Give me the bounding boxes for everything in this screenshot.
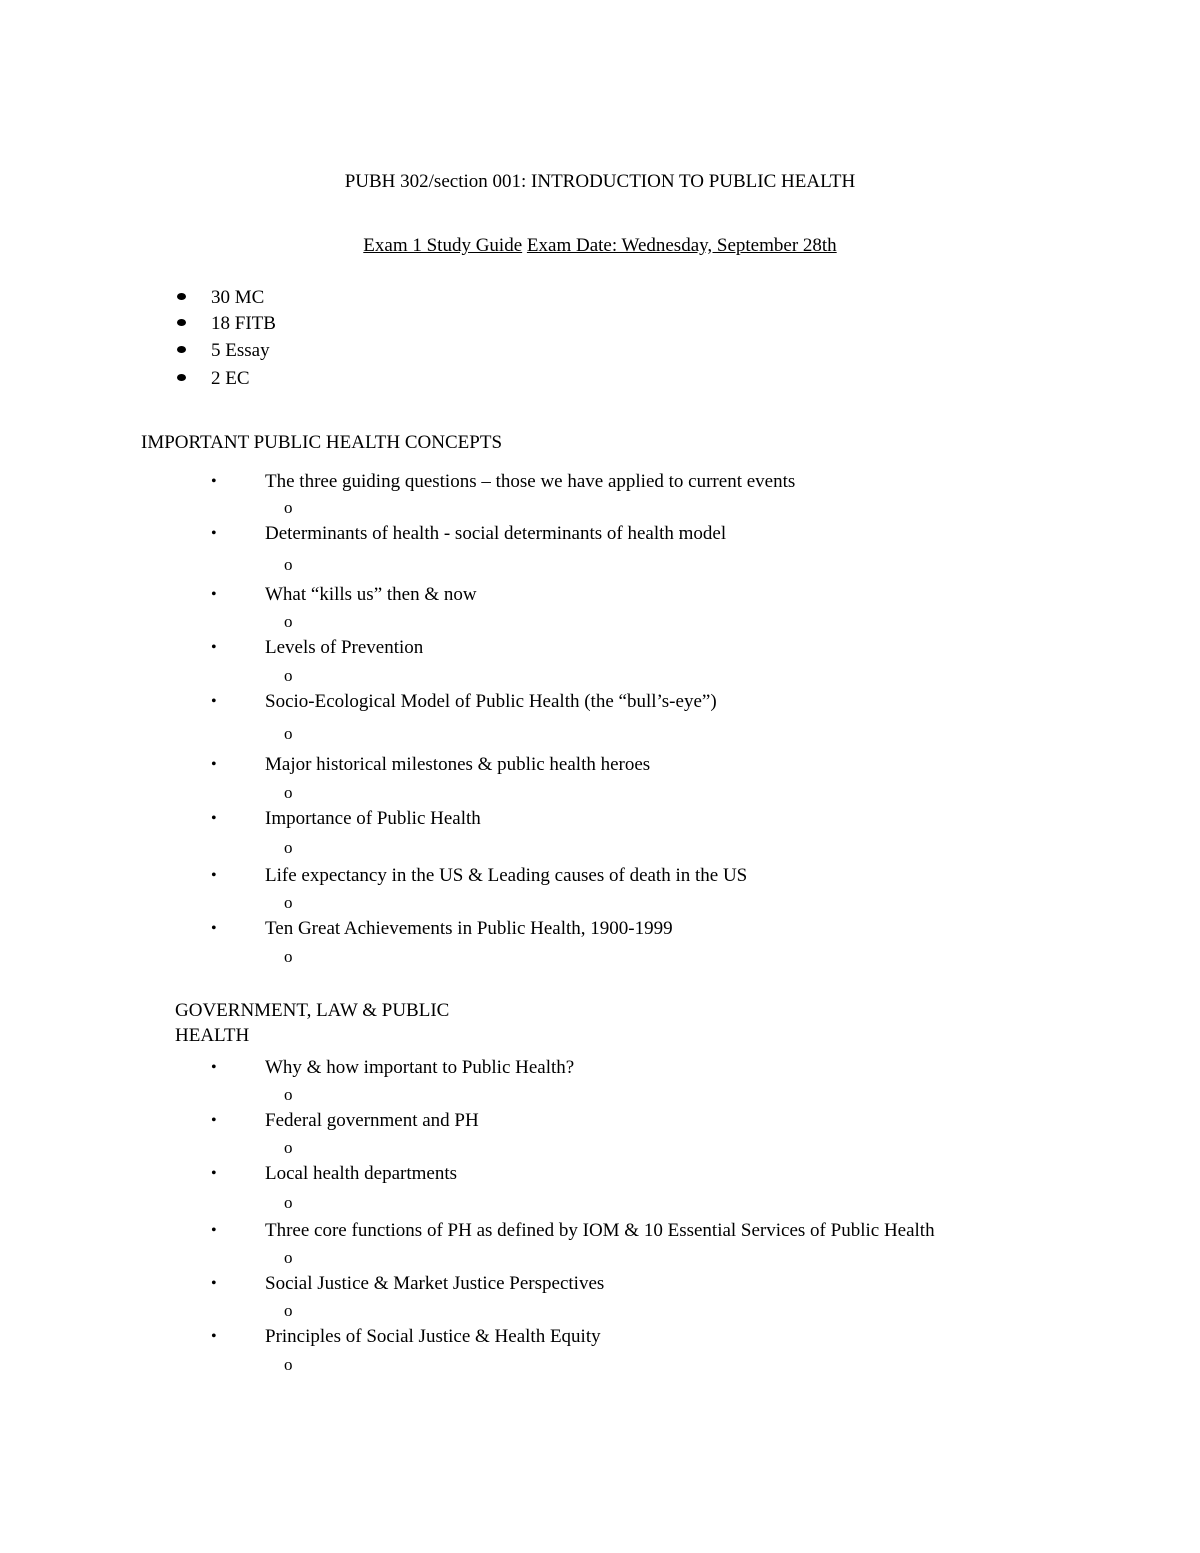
sub-item-marker: o — [284, 1248, 293, 1267]
list-item: Three core functions of PH as defined by IOM & 10 Essential Services of Public Health — [265, 1220, 935, 1241]
sub-item-marker: o — [284, 947, 293, 966]
bullet-icon: • — [211, 1059, 217, 1076]
bullet-icon — [177, 346, 186, 353]
sub-item-marker: o — [284, 1193, 293, 1212]
list-item: 2 EC — [211, 368, 250, 389]
sub-item-marker: o — [284, 838, 293, 857]
bullet-icon: • — [211, 1328, 217, 1345]
list-item: Ten Great Achievements in Public Health, 1900-1999 — [265, 918, 673, 939]
bullet-icon: • — [211, 693, 217, 710]
sub-item-marker: o — [284, 666, 293, 685]
list-item: Levels of Prevention — [265, 637, 424, 658]
bullet-icon — [177, 374, 186, 381]
document-title: PUBH 302/section 001: INTRODUCTION TO PUBLIC HEALTH — [344, 171, 856, 192]
list-item: What “kills us” then & now — [265, 584, 477, 605]
sub-item-marker: o — [284, 724, 293, 743]
list-item: Federal government and PH — [265, 1110, 479, 1131]
document-subtitle — [0, 236, 1200, 255]
section-heading: IMPORTANT PUBLIC HEALTH CONCEPTS — [141, 432, 503, 453]
bullet-icon: • — [211, 586, 217, 603]
sub-item-marker: o — [284, 1085, 293, 1104]
bullet-icon: • — [211, 473, 217, 490]
section-heading: GOVERNMENT, LAW & PUBLIC — [175, 1000, 450, 1021]
sub-item-marker: o — [284, 498, 293, 517]
bullet-icon: • — [211, 756, 217, 773]
list-item: Life expectancy in the US & Leading causes of death in the US — [265, 865, 748, 886]
list-item: Why & how important to Public Health? — [265, 1057, 575, 1078]
list-item: Local health departments — [265, 1163, 458, 1184]
list-item: 18 FITB — [211, 313, 276, 334]
bullet-icon: • — [211, 867, 217, 884]
list-item: Principles of Social Justice & Health Equity — [265, 1326, 601, 1347]
bullet-icon: • — [211, 1222, 217, 1239]
sub-item-marker: o — [284, 1355, 293, 1374]
study-guide-label: Exam 1 Study Guide — [363, 235, 523, 256]
list-item: Importance of Public Health — [265, 808, 481, 829]
sub-item-marker: o — [284, 555, 293, 574]
list-item: Major historical milestones & public health heroes — [265, 754, 651, 775]
bullet-icon — [177, 293, 186, 300]
sub-item-marker: o — [284, 612, 293, 631]
bullet-icon: • — [211, 639, 217, 656]
sub-item-marker: o — [284, 783, 293, 802]
bullet-icon: • — [211, 525, 217, 542]
bullet-icon: • — [211, 810, 217, 827]
exam-date-label: Exam Date: Wednesday, September 28th — [526, 235, 837, 256]
list-item: The three guiding questions – those we have applied to current events — [265, 471, 796, 492]
list-item: 30 MC — [211, 287, 265, 308]
list-item: Social Justice & Market Justice Perspectives — [265, 1273, 605, 1294]
sub-item-marker: o — [284, 893, 293, 912]
bullet-icon: • — [211, 920, 217, 937]
bullet-icon: • — [211, 1165, 217, 1182]
list-item: Socio-Ecological Model of Public Health (the “bull’s-eye”) — [265, 691, 717, 712]
list-item: 5 Essay — [211, 340, 270, 361]
bullet-icon — [177, 319, 186, 326]
sub-item-marker: o — [284, 1301, 293, 1320]
list-item: Determinants of health - social determinants of health model — [265, 523, 727, 544]
bullet-icon: • — [211, 1112, 217, 1129]
bullet-icon: • — [211, 1275, 217, 1292]
sub-item-marker: o — [284, 1138, 293, 1157]
section-heading-continued: HEALTH — [175, 1025, 250, 1046]
